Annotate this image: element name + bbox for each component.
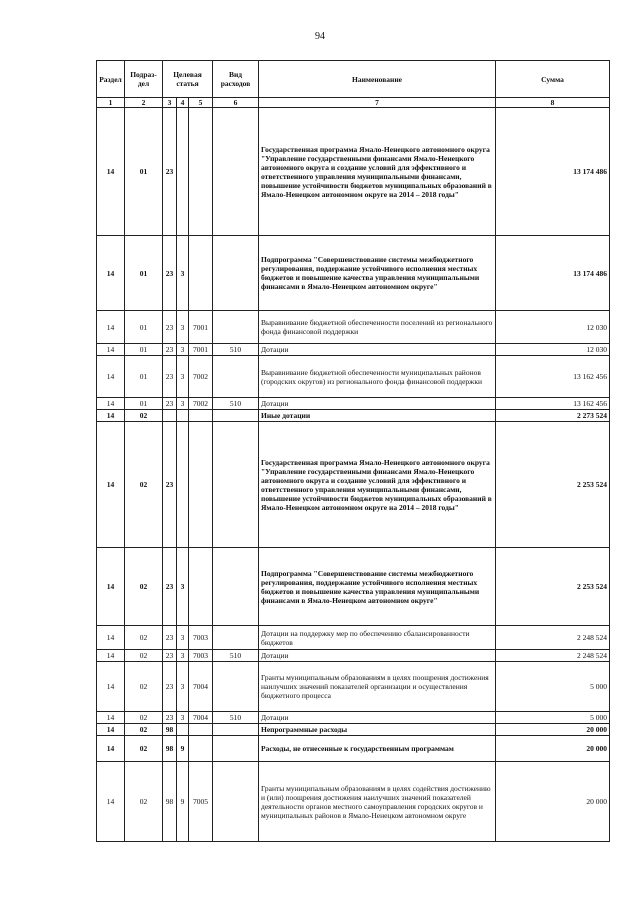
cell-program: 23	[163, 712, 177, 724]
cell-direction	[189, 236, 213, 311]
cell-razdel: 14	[97, 736, 125, 762]
cell-direction: 7003	[189, 650, 213, 662]
header-naimenovanie: Наименование	[259, 61, 496, 98]
cell-summa: 13 174 486	[496, 236, 610, 311]
cell-naimenovanie: Подпрограмма "Совершенствование системы межбюджетного регулирования, поддержание устойчивого исполнения местных бюджетов и повышение качества управления муниципальными финансами в Ямало-Ненецком автономном округе"	[259, 236, 496, 311]
cell-program: 23	[163, 398, 177, 410]
index-cell: 1	[97, 98, 125, 108]
cell-summa: 2 253 524	[496, 548, 610, 626]
cell-razdel: 14	[97, 108, 125, 236]
cell-direction	[189, 736, 213, 762]
cell-subprogram	[177, 108, 189, 236]
cell-podrazdel: 02	[125, 662, 163, 712]
cell-vid-rashodov	[213, 762, 259, 842]
cell-direction: 7001	[189, 344, 213, 356]
cell-vid-rashodov: 510	[213, 712, 259, 724]
cell-program: 98	[163, 762, 177, 842]
cell-razdel: 14	[97, 650, 125, 662]
cell-naimenovanie: Гранты муниципальным образованиям в целях поощрения достижения наилучших значений показателей организации и осуществления бюджетного процесса	[259, 662, 496, 712]
cell-naimenovanie: Подпрограмма "Совершенствование системы межбюджетного регулирования, поддержание устойчивого исполнения местных бюджетов и повышение качества управления муниципальными финансами в Ямало-Ненецком автономном округе"	[259, 548, 496, 626]
cell-podrazdel: 02	[125, 724, 163, 736]
cell-vid-rashodov: 510	[213, 650, 259, 662]
cell-program: 23	[163, 548, 177, 626]
cell-vid-rashodov	[213, 724, 259, 736]
cell-direction: 7004	[189, 712, 213, 724]
cell-program: 23	[163, 626, 177, 650]
cell-summa: 13 174 486	[496, 108, 610, 236]
cell-podrazdel: 02	[125, 410, 163, 422]
cell-summa: 20 000	[496, 762, 610, 842]
cell-subprogram: 3	[177, 712, 189, 724]
cell-subprogram	[177, 422, 189, 548]
cell-summa: 13 162 456	[496, 356, 610, 398]
cell-vid-rashodov	[213, 108, 259, 236]
cell-naimenovanie: Выравнивание бюджетной обеспеченности поселений из регионального фонда финансовой поддержки	[259, 311, 496, 344]
cell-program	[163, 410, 177, 422]
cell-podrazdel: 02	[125, 762, 163, 842]
index-cell: 8	[496, 98, 610, 108]
cell-razdel: 14	[97, 762, 125, 842]
cell-vid-rashodov	[213, 422, 259, 548]
cell-vid-rashodov: 510	[213, 398, 259, 410]
index-cell: 6	[213, 98, 259, 108]
table-row	[97, 236, 610, 311]
cell-program: 98	[163, 736, 177, 762]
header-summa: Сумма	[496, 61, 610, 98]
cell-direction: 7003	[189, 626, 213, 650]
cell-podrazdel: 02	[125, 548, 163, 626]
cell-direction: 7001	[189, 311, 213, 344]
cell-naimenovanie: Непрограммные расходы	[259, 724, 496, 736]
header-podrazdel: Подраз-дел	[125, 61, 163, 98]
index-cell: 5	[189, 98, 213, 108]
cell-naimenovanie: Дотации на поддержку мер по обеспечению сбалансированности бюджетов	[259, 626, 496, 650]
cell-podrazdel: 01	[125, 344, 163, 356]
cell-summa: 12 030	[496, 311, 610, 344]
cell-podrazdel: 02	[125, 650, 163, 662]
cell-subprogram	[177, 724, 189, 736]
cell-subprogram: 3	[177, 356, 189, 398]
cell-naimenovanie: Государственная программа Ямало-Ненецкого автономного округа "Управление государственными финансами Ямало-Ненецкого автономного округа и создание условий для эффективного и ответственного управления муниципальными финансами, повышение устойчивости бюджетов муниципальных образований в Ямало-Ненецком автономном округе на 2014 – 2018 годы"	[259, 422, 496, 548]
cell-razdel: 14	[97, 422, 125, 548]
cell-podrazdel: 01	[125, 398, 163, 410]
cell-subprogram: 3	[177, 548, 189, 626]
index-cell: 2	[125, 98, 163, 108]
cell-naimenovanie: Государственная программа Ямало-Ненецкого автономного округа "Управление государственными финансами Ямало-Ненецкого автономного округа и создание условий для эффективного и ответственного управления муниципальными финансами, повышение устойчивости бюджетов муниципальных образований в Ямало-Ненецком автономном округе на 2014 – 2018 годы"	[259, 108, 496, 236]
cell-direction: 7004	[189, 662, 213, 712]
table-row	[97, 712, 610, 724]
cell-subprogram: 9	[177, 762, 189, 842]
cell-naimenovanie: Иные дотации	[259, 410, 496, 422]
cell-program: 23	[163, 422, 177, 548]
cell-subprogram: 3	[177, 650, 189, 662]
table-row	[97, 662, 610, 712]
table-row	[97, 548, 610, 626]
cell-direction	[189, 108, 213, 236]
cell-summa: 5 000	[496, 712, 610, 724]
cell-razdel: 14	[97, 410, 125, 422]
cell-vid-rashodov	[213, 236, 259, 311]
header-celevaya-statya: Целевая статья	[163, 61, 213, 98]
cell-direction	[189, 422, 213, 548]
cell-razdel: 14	[97, 311, 125, 344]
table-row	[97, 422, 610, 548]
table-row	[97, 410, 610, 422]
cell-podrazdel: 01	[125, 236, 163, 311]
cell-razdel: 14	[97, 662, 125, 712]
cell-summa: 20 000	[496, 736, 610, 762]
header-razdel: Раздел	[97, 61, 125, 98]
cell-vid-rashodov	[213, 736, 259, 762]
cell-razdel: 14	[97, 236, 125, 311]
cell-subprogram: 3	[177, 662, 189, 712]
index-cell: 7	[259, 98, 496, 108]
cell-program: 23	[163, 356, 177, 398]
index-cell: 3	[163, 98, 177, 108]
cell-razdel: 14	[97, 356, 125, 398]
table-row	[97, 398, 610, 410]
page-number: 94	[315, 31, 325, 42]
cell-direction: 7002	[189, 356, 213, 398]
cell-subprogram: 3	[177, 344, 189, 356]
header-row	[97, 61, 610, 98]
cell-direction	[189, 410, 213, 422]
table-row	[97, 724, 610, 736]
cell-program: 98	[163, 724, 177, 736]
table-row	[97, 356, 610, 398]
cell-direction	[189, 724, 213, 736]
cell-razdel: 14	[97, 724, 125, 736]
cell-subprogram: 3	[177, 398, 189, 410]
table-row	[97, 736, 610, 762]
cell-program: 23	[163, 650, 177, 662]
cell-direction: 7002	[189, 398, 213, 410]
cell-subprogram: 3	[177, 311, 189, 344]
cell-vid-rashodov	[213, 356, 259, 398]
cell-podrazdel: 01	[125, 311, 163, 344]
cell-podrazdel: 02	[125, 736, 163, 762]
cell-summa: 2 248 524	[496, 650, 610, 662]
cell-vid-rashodov	[213, 662, 259, 712]
cell-subprogram: 3	[177, 626, 189, 650]
cell-direction: 7005	[189, 762, 213, 842]
cell-vid-rashodov	[213, 548, 259, 626]
cell-podrazdel: 02	[125, 626, 163, 650]
cell-podrazdel: 02	[125, 422, 163, 548]
table-row	[97, 650, 610, 662]
cell-program: 23	[163, 108, 177, 236]
cell-summa: 20 000	[496, 724, 610, 736]
cell-vid-rashodov	[213, 311, 259, 344]
table-row	[97, 344, 610, 356]
cell-subprogram	[177, 410, 189, 422]
cell-summa: 2 273 524	[496, 410, 610, 422]
cell-direction	[189, 548, 213, 626]
cell-program: 23	[163, 344, 177, 356]
cell-razdel: 14	[97, 398, 125, 410]
table-row	[97, 311, 610, 344]
cell-vid-rashodov: 510	[213, 344, 259, 356]
cell-vid-rashodov	[213, 410, 259, 422]
cell-podrazdel: 01	[125, 108, 163, 236]
column-index-row	[97, 98, 610, 108]
cell-summa: 13 162 456	[496, 398, 610, 410]
cell-program: 23	[163, 236, 177, 311]
cell-vid-rashodov	[213, 626, 259, 650]
cell-razdel: 14	[97, 712, 125, 724]
cell-summa: 2 253 524	[496, 422, 610, 548]
cell-summa: 2 248 524	[496, 626, 610, 650]
cell-naimenovanie: Дотации	[259, 712, 496, 724]
table-row	[97, 626, 610, 650]
cell-summa: 12 030	[496, 344, 610, 356]
cell-naimenovanie: Дотации	[259, 344, 496, 356]
cell-program: 23	[163, 311, 177, 344]
cell-naimenovanie: Дотации	[259, 398, 496, 410]
cell-summa: 5 000	[496, 662, 610, 712]
cell-razdel: 14	[97, 344, 125, 356]
cell-naimenovanie: Дотации	[259, 650, 496, 662]
table-row	[97, 762, 610, 842]
cell-subprogram: 3	[177, 236, 189, 311]
cell-naimenovanie: Расходы, не отнесенные к государственным программам	[259, 736, 496, 762]
cell-podrazdel: 02	[125, 712, 163, 724]
cell-podrazdel: 01	[125, 356, 163, 398]
cell-razdel: 14	[97, 626, 125, 650]
cell-subprogram: 9	[177, 736, 189, 762]
cell-naimenovanie: Выравнивание бюджетной обеспеченности муниципальных районов (городских округов) из регионального фонда финансовой поддержки	[259, 356, 496, 398]
cell-razdel: 14	[97, 548, 125, 626]
budget-table	[96, 60, 610, 842]
cell-program: 23	[163, 662, 177, 712]
table-row	[97, 108, 610, 236]
index-cell: 4	[177, 98, 189, 108]
header-vid-rashodov: Вид расходов	[213, 61, 259, 98]
cell-naimenovanie: Гранты муниципальным образованиям в целях содействия достижению и (или) поощрения достижения наилучших значений показателей деятельности органов местного самоуправления городских округов и муниципальных районов в Ямало-Ненецком автономном округе	[259, 762, 496, 842]
